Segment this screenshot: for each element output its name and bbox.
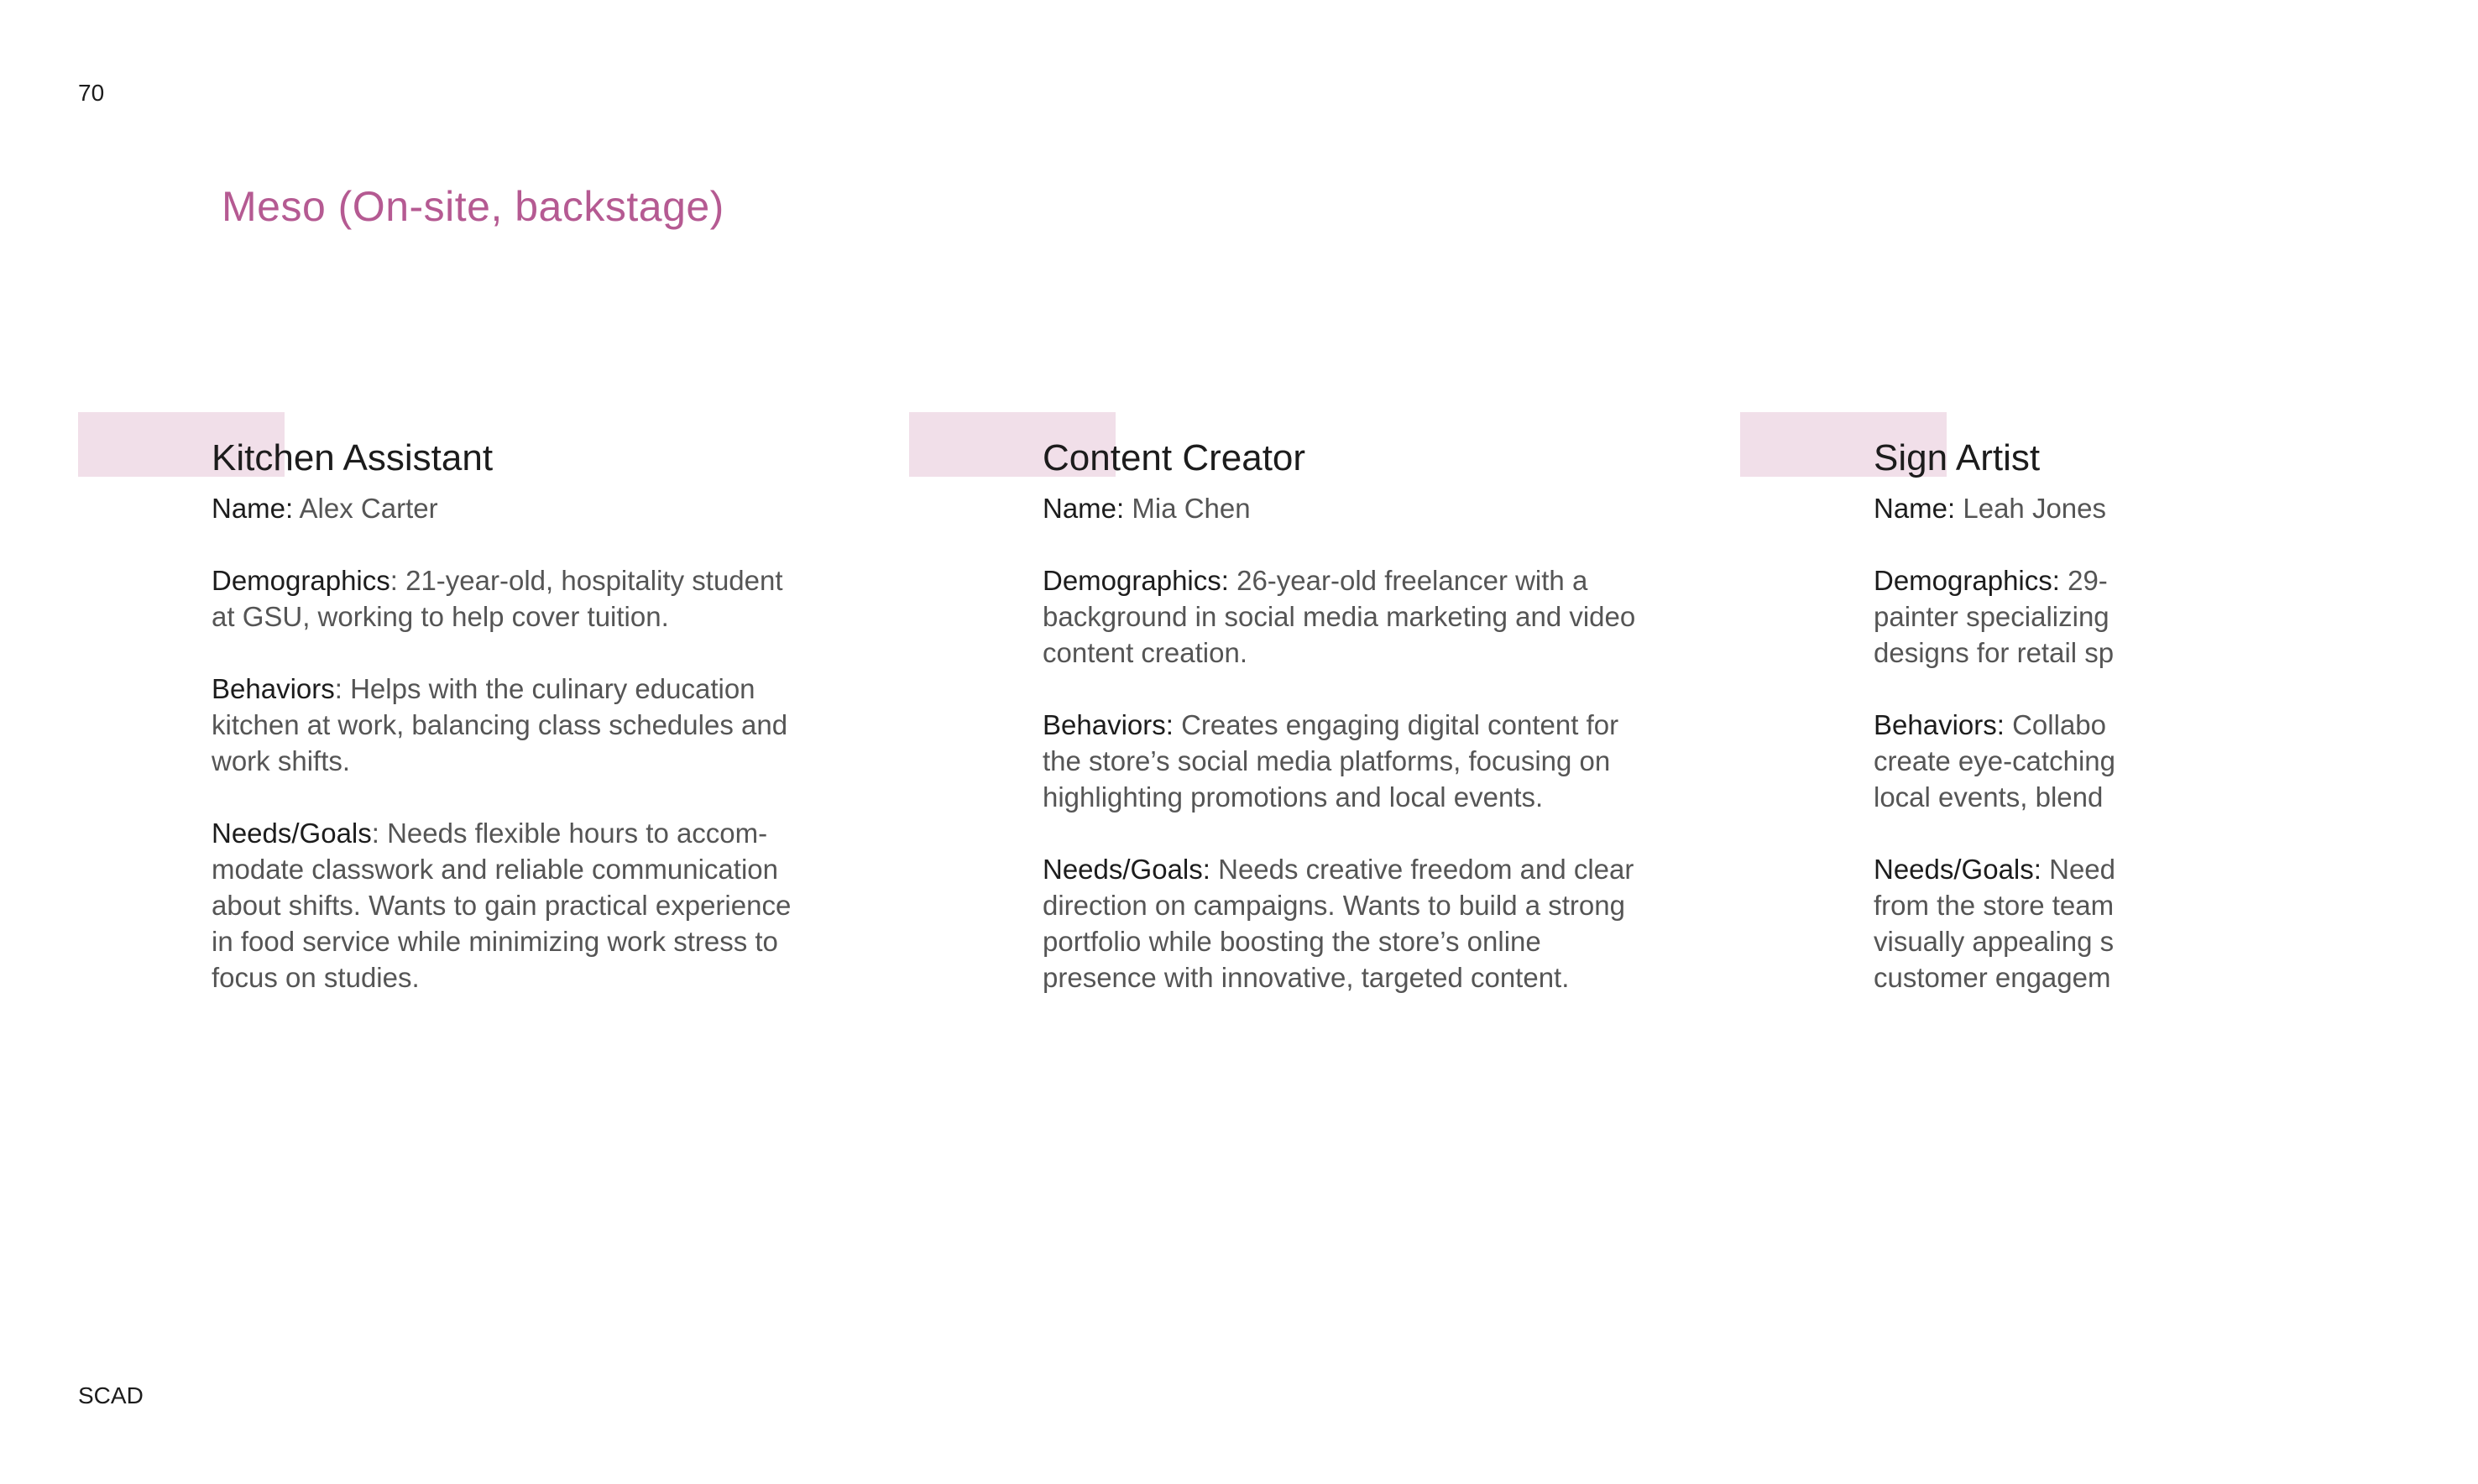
demographics-line: background in social media marketing and video — [1043, 601, 1636, 632]
behaviors-label: Behaviors — [212, 673, 335, 704]
persona-name — [1043, 490, 1639, 526]
needs-goals-line: : Needs flexible hours to accom- — [371, 818, 768, 849]
demographics-line: painter specializing — [1874, 601, 2109, 632]
behaviors-line: Collabo — [2004, 709, 2106, 740]
needs-goals-line: from the store team — [1874, 890, 2115, 921]
persona-behaviors — [1874, 707, 2478, 815]
name-label: Name: — [1043, 493, 1125, 524]
persona-body — [212, 435, 799, 1032]
behaviors-line: create eye-catching — [1874, 745, 2115, 776]
persona-body — [1874, 435, 2478, 1032]
behaviors-label: Behaviors: — [1043, 709, 1174, 740]
persona-demographics — [1043, 562, 1639, 671]
demographics-line: designs for retail sp — [1874, 637, 2115, 668]
persona-title: Sign Artist — [1874, 437, 2041, 478]
needs-goals-line: Needs creative freedom and clear — [1210, 854, 1634, 885]
needs-goals-line: modate classwork and reliable communication — [212, 854, 778, 885]
needs-goals-line: presence with innovative, targeted content. — [1043, 962, 1570, 993]
persona-needs-goals — [1874, 851, 2478, 995]
name-value: Leah Jones — [1955, 493, 2107, 524]
needs-goals-line: direction on campaigns. Wants to build a strong — [1043, 890, 1625, 921]
persona-body — [1043, 435, 1639, 1032]
persona-title: Kitchen Assistant — [212, 437, 494, 478]
behaviors-line: Creates engaging digital content for — [1173, 709, 1619, 740]
page-number: 70 — [78, 80, 105, 106]
behaviors-line: highlighting promotions and local events. — [1043, 781, 1544, 813]
needs-goals-line: about shifts. Wants to gain practical experience — [212, 890, 792, 921]
persona-demographics — [212, 562, 799, 635]
persona-title: Content Creator — [1043, 437, 1306, 478]
name-label: Name: — [212, 493, 294, 524]
needs-goals-line: in food service while minimizing work stress to — [212, 926, 778, 957]
persona-behaviors — [212, 671, 799, 779]
behaviors-line: the store’s social media platforms, focusing on — [1043, 745, 1611, 776]
needs-goals-line: portfolio while boosting the store’s online — [1043, 926, 1541, 957]
demographics-line: at GSU, working to help cover tuition. — [212, 601, 669, 632]
persona-needs-goals — [1043, 851, 1639, 995]
persona-name — [212, 490, 799, 526]
demographics-line: content creation. — [1043, 637, 1247, 668]
needs-goals-line: Need — [2041, 854, 2115, 885]
needs-goals-line: visually appealing s — [1874, 926, 2115, 957]
persona-name — [1874, 490, 2478, 526]
needs-goals-label: Needs/Goals: — [1874, 854, 2041, 885]
needs-goals-line: customer engagem — [1874, 962, 2111, 993]
section-title: Meso (On-site, backstage) — [222, 183, 724, 230]
footer-label: SCAD — [78, 1382, 144, 1408]
behaviors-label: Behaviors: — [1874, 709, 2005, 740]
behaviors-line: kitchen at work, balancing class schedules and — [212, 709, 788, 740]
behaviors-line: work shifts. — [212, 745, 351, 776]
name-value: Alex Carter — [293, 493, 438, 524]
name-value: Mia Chen — [1124, 493, 1251, 524]
needs-goals-label: Needs/Goals: — [1043, 854, 1210, 885]
demographics-line: 29- — [2059, 565, 2108, 596]
persona-needs-goals — [212, 815, 799, 995]
behaviors-line: local events, blend — [1874, 781, 2104, 813]
needs-goals-label: Needs/Goals — [212, 818, 372, 849]
needs-goals-line: focus on studies. — [212, 962, 420, 993]
demographics-line: : 21-year-old, hospitality student — [389, 565, 783, 596]
persona-behaviors — [1043, 707, 1639, 815]
behaviors-line: : Helps with the culinary education — [334, 673, 755, 704]
demographics-line: 26-year-old freelancer with a — [1228, 565, 1588, 596]
demographics-label: Demographics — [212, 565, 390, 596]
demographics-label: Demographics: — [1043, 565, 1229, 596]
demographics-label: Demographics: — [1874, 565, 2060, 596]
persona-demographics — [1874, 562, 2478, 671]
name-label: Name: — [1874, 493, 1956, 524]
